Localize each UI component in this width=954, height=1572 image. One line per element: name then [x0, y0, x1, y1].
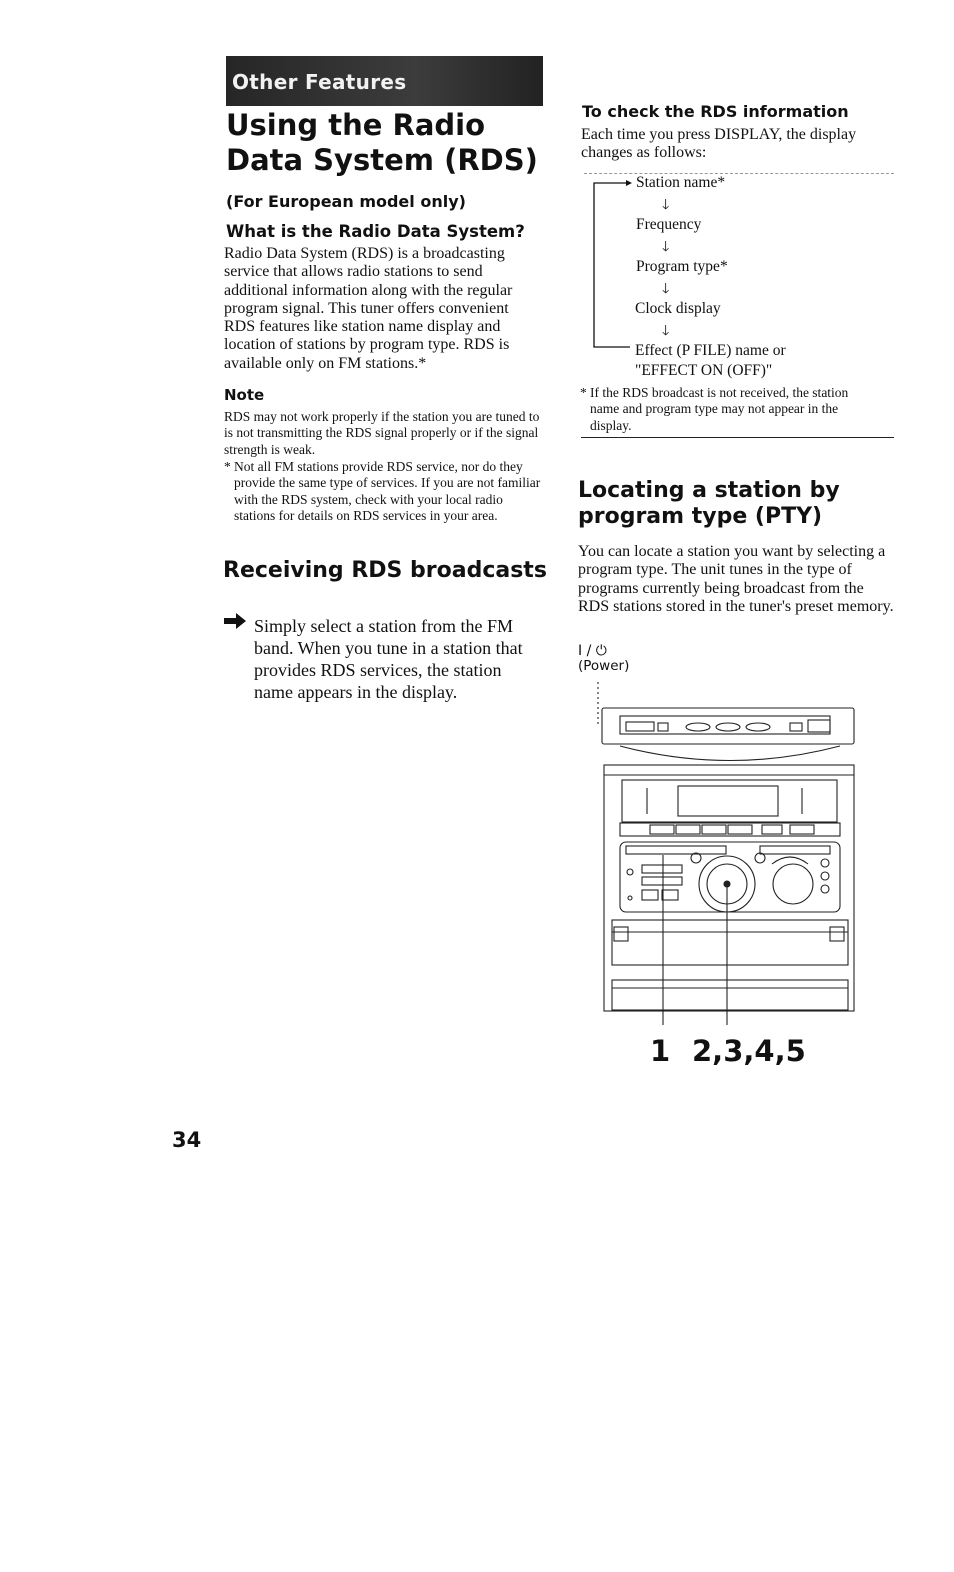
note-footnote-list	[224, 459, 542, 524]
seq-item-program-type: Program type*	[636, 258, 728, 275]
seq-item-clock: Clock display	[635, 300, 721, 317]
receiving-instruction: Simply select a station from the FM band. When you tune in a station that provides RDS services, the station name appears in the display.	[254, 616, 523, 702]
seq-item-station-name: Station name*	[636, 174, 726, 191]
stereo-unit-illustration	[590, 680, 860, 1030]
power-symbol: I / ⏻	[578, 643, 607, 659]
sequence-loop-bracket	[592, 180, 628, 348]
seq-item-frequency: Frequency	[636, 216, 702, 233]
banner-text: Other Features	[232, 70, 407, 94]
european-note: (For European model only)	[226, 192, 466, 211]
check-heading: To check the RDS information	[582, 102, 849, 121]
power-label: (Power)	[578, 658, 630, 674]
section-banner	[226, 56, 543, 106]
page-title: Using the Radio Data System (RDS)	[226, 108, 538, 177]
locating-heading: Locating a station by program type (PTY)	[578, 478, 840, 529]
check-footnote: * If the RDS broadcast is not received, the station name and program type may not appear in the display.	[580, 385, 880, 434]
note-heading: Note	[224, 386, 265, 404]
down-arrow-icon: 🡓	[662, 323, 670, 339]
what-heading: What is the Radio Data System?	[226, 222, 525, 241]
arrow-icon	[223, 612, 247, 635]
down-arrow-icon: 🡓	[662, 239, 670, 255]
step-label-2-5: 2,3,4,5	[692, 1034, 806, 1068]
down-arrow-icon: 🡓	[662, 197, 670, 213]
page-number: 34	[172, 1128, 202, 1152]
down-arrow-icon: 🡓	[662, 281, 670, 297]
seq-item-effect: Effect (P FILE) name or	[635, 342, 786, 359]
note-footnote: * Not all FM stations provide RDS service, nor do they provide the same type of services. If you are not familiar with the RDS system, check with your local radio stations for details on RDS services in your area.	[224, 459, 542, 524]
top-divider	[584, 173, 894, 175]
step-label-1: 1	[650, 1034, 671, 1068]
note-body: RDS may not work properly if the station you are tuned to is not transmitting the RDS signal properly or if the signal strength is weak.	[224, 409, 540, 457]
seq-item-effect-on: "EFFECT ON (OFF)"	[635, 362, 773, 379]
bottom-divider	[581, 437, 894, 438]
locating-body: You can locate a station you want by selecting a program type. The unit tunes in the type of programs currently being broadcast from the RDS stations stored in the tuner's preset memory.	[578, 543, 894, 615]
receiving-heading: Receiving RDS broadcasts	[223, 558, 547, 583]
what-body: Radio Data System (RDS) is a broadcasting service that allows radio stations to send additional information along with the regular program signal. This tuner offers convenient RDS features like station name display and location of stations by program type. RDS is available only on FM stations.*	[224, 245, 513, 372]
check-intro: Each time you press DISPLAY, the display changes as follows:	[581, 126, 857, 162]
check-footnote-list	[580, 385, 880, 434]
